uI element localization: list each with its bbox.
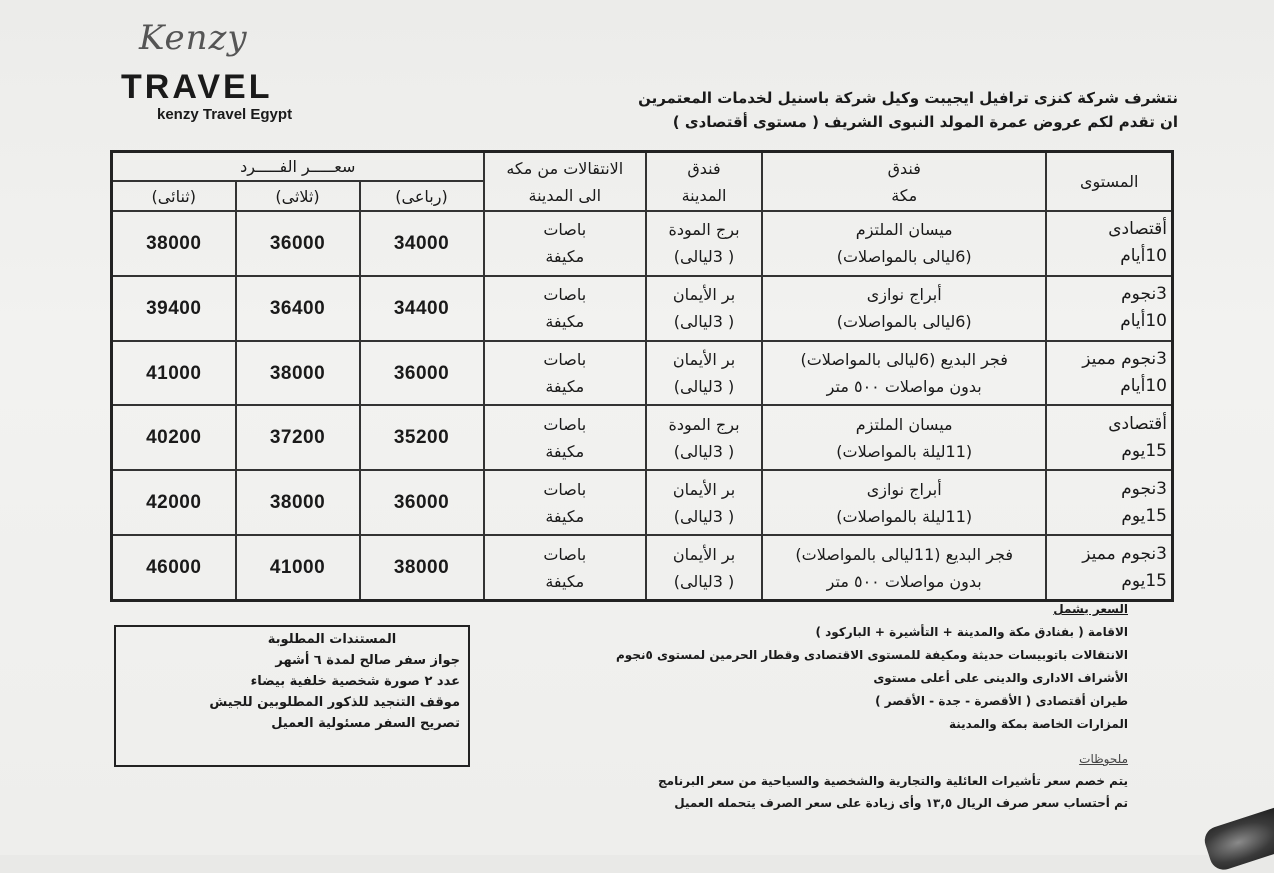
includes-item: الأشراف الادارى والدينى على أعلى مستوى [873,671,1128,685]
heading-line-1: نتشرف شركة كنزى ترافيل ايجيبت وكيل شركة باسنيل لخدمات المعتمرين [638,89,1178,107]
header-level: المستوى [1046,152,1172,212]
level-cell: 3نجوم 15يوم [1046,470,1172,535]
quad-price-cell: 34000 [360,211,484,276]
pen-object [1201,807,1274,873]
includes-item: الانتقالات باتوبيسات حديثة ومكيفة للمستوى الاقتصادى وقطار الحرمين لمستوى ٥نجوم [616,648,1128,662]
makkah-hotel-cell: أبراج نوازى (11ليلة بالمواصلات) [762,470,1047,535]
header-madinah-hotel: فندق المدينة [646,152,762,212]
level-cell: 3نجوم مميز 10أيام [1046,341,1172,406]
transport-cell: باصات مكيفة [484,405,647,470]
madinah-hotel-cell: بر الأيمان ( 3ليالى) [646,341,762,406]
header-double: (ثنائى) [112,181,236,211]
makkah-hotel-cell: ميسان الملتزم (6ليالى بالمواصلات) [762,211,1047,276]
triple-price-cell: 38000 [236,341,360,406]
includes-item: الاقامة ( بفنادق مكة والمدينة + التأشيرة + الباركود ) [815,625,1128,639]
transport-cell: باصات مكيفة [484,535,647,600]
document-item: تصريح السفر مسئولية العميل [271,716,460,731]
notes-section [528,748,1128,814]
document-item: موقف التنجيد للذكور المطلوبين للجيش [209,695,460,710]
notes-item: يتم خصم سعر تأشيرات العائلية والتجارية والشخصية والسياحية من سعر البرنامج [658,774,1128,788]
quad-price-cell: 36000 [360,341,484,406]
notes-title: ملحوظات [1079,752,1128,766]
makkah-hotel-cell: ميسان الملتزم (11ليلة بالمواصلات) [762,405,1047,470]
double-price-cell: 41000 [112,341,236,406]
header-makkah-hotel: فندق مكة [762,152,1047,212]
includes-title: السعر يشمل [1053,602,1128,616]
madinah-hotel-cell: بر الأيمان ( 3ليالى) [646,535,762,600]
madinah-hotel-cell: بر الأيمان ( 3ليالى) [646,276,762,341]
header-triple: (ثلاثى) [236,181,360,211]
price-row [112,405,1173,470]
header-price-group: سعـــــر الفـــــرد [112,152,484,182]
madinah-hotel-cell: برج المودة ( 3ليالى) [646,405,762,470]
includes-item: المزارات الخاصة بمكة والمدينة [948,717,1128,731]
double-price-cell: 39400 [112,276,236,341]
price-table-body [112,211,1173,601]
document-item: جواز سفر صالح لمدة ٦ أشهر [275,653,460,668]
price-table [110,150,1174,602]
required-documents-box [114,625,470,767]
header-quad: (رباعى) [360,181,484,211]
price-row [112,341,1173,406]
double-price-cell: 42000 [112,470,236,535]
triple-price-cell: 41000 [236,535,360,600]
triple-price-cell: 37200 [236,405,360,470]
includes-item: طيران أقتصادى ( الأقصرة - جدة - الأقصر ) [875,694,1128,708]
transport-cell: باصات مكيفة [484,211,647,276]
documents-title: المستندات المطلوبة [267,632,397,647]
madinah-hotel-cell: برج المودة ( 3ليالى) [646,211,762,276]
level-cell: أقتصادى 10أيام [1046,211,1172,276]
logo-subtitle: kenzy Travel Egypt [157,106,293,123]
quad-price-cell: 38000 [360,535,484,600]
header-transport: الانتقالات من مكه الى المدينة [484,152,647,212]
double-price-cell: 38000 [112,211,236,276]
heading-line-2: ان تقدم لكم عروض عمرة المولد النبوى الشريف ( مستوى أقتصادى ) [672,113,1178,131]
quad-price-cell: 35200 [360,405,484,470]
level-cell: أقتصادى 15يوم [1046,405,1172,470]
triple-price-cell: 36000 [236,211,360,276]
makkah-hotel-cell: أبراج نوازى (6ليالى بالمواصلات) [762,276,1047,341]
price-row [112,535,1173,600]
price-row [112,211,1173,276]
logo-word: TRAVEL [121,68,273,106]
madinah-hotel-cell: بر الأيمان ( 3ليالى) [646,470,762,535]
notes-item: تم أحتساب سعر صرف الريال ١٣,٥ وأى زيادة على سعر الصرف يتحمله العميل [674,796,1128,810]
company-logo [115,18,325,128]
quad-price-cell: 34400 [360,276,484,341]
level-cell: 3نجوم 10أيام [1046,276,1172,341]
triple-price-cell: 38000 [236,470,360,535]
transport-cell: باصات مكيفة [484,470,647,535]
price-includes [528,598,1128,736]
price-row [112,276,1173,341]
transport-cell: باصات مكيفة [484,341,647,406]
quad-price-cell: 36000 [360,470,484,535]
triple-price-cell: 36400 [236,276,360,341]
double-price-cell: 40200 [112,405,236,470]
transport-cell: باصات مكيفة [484,276,647,341]
makkah-hotel-cell: فجر البديع (11ليالى بالمواصلات) بدون مواصلات ٥٠٠ متر [762,535,1047,600]
logo-script: Kenzy [139,18,248,58]
page-heading [578,86,1178,134]
double-price-cell: 46000 [112,535,236,600]
document-item: عدد ٢ صورة شخصية خلفية بيضاء [250,674,460,689]
makkah-hotel-cell: فجر البديع (6ليالى بالمواصلات) بدون مواصلات ٥٠٠ متر [762,341,1047,406]
price-row [112,470,1173,535]
level-cell: 3نجوم مميز 15يوم [1046,535,1172,600]
